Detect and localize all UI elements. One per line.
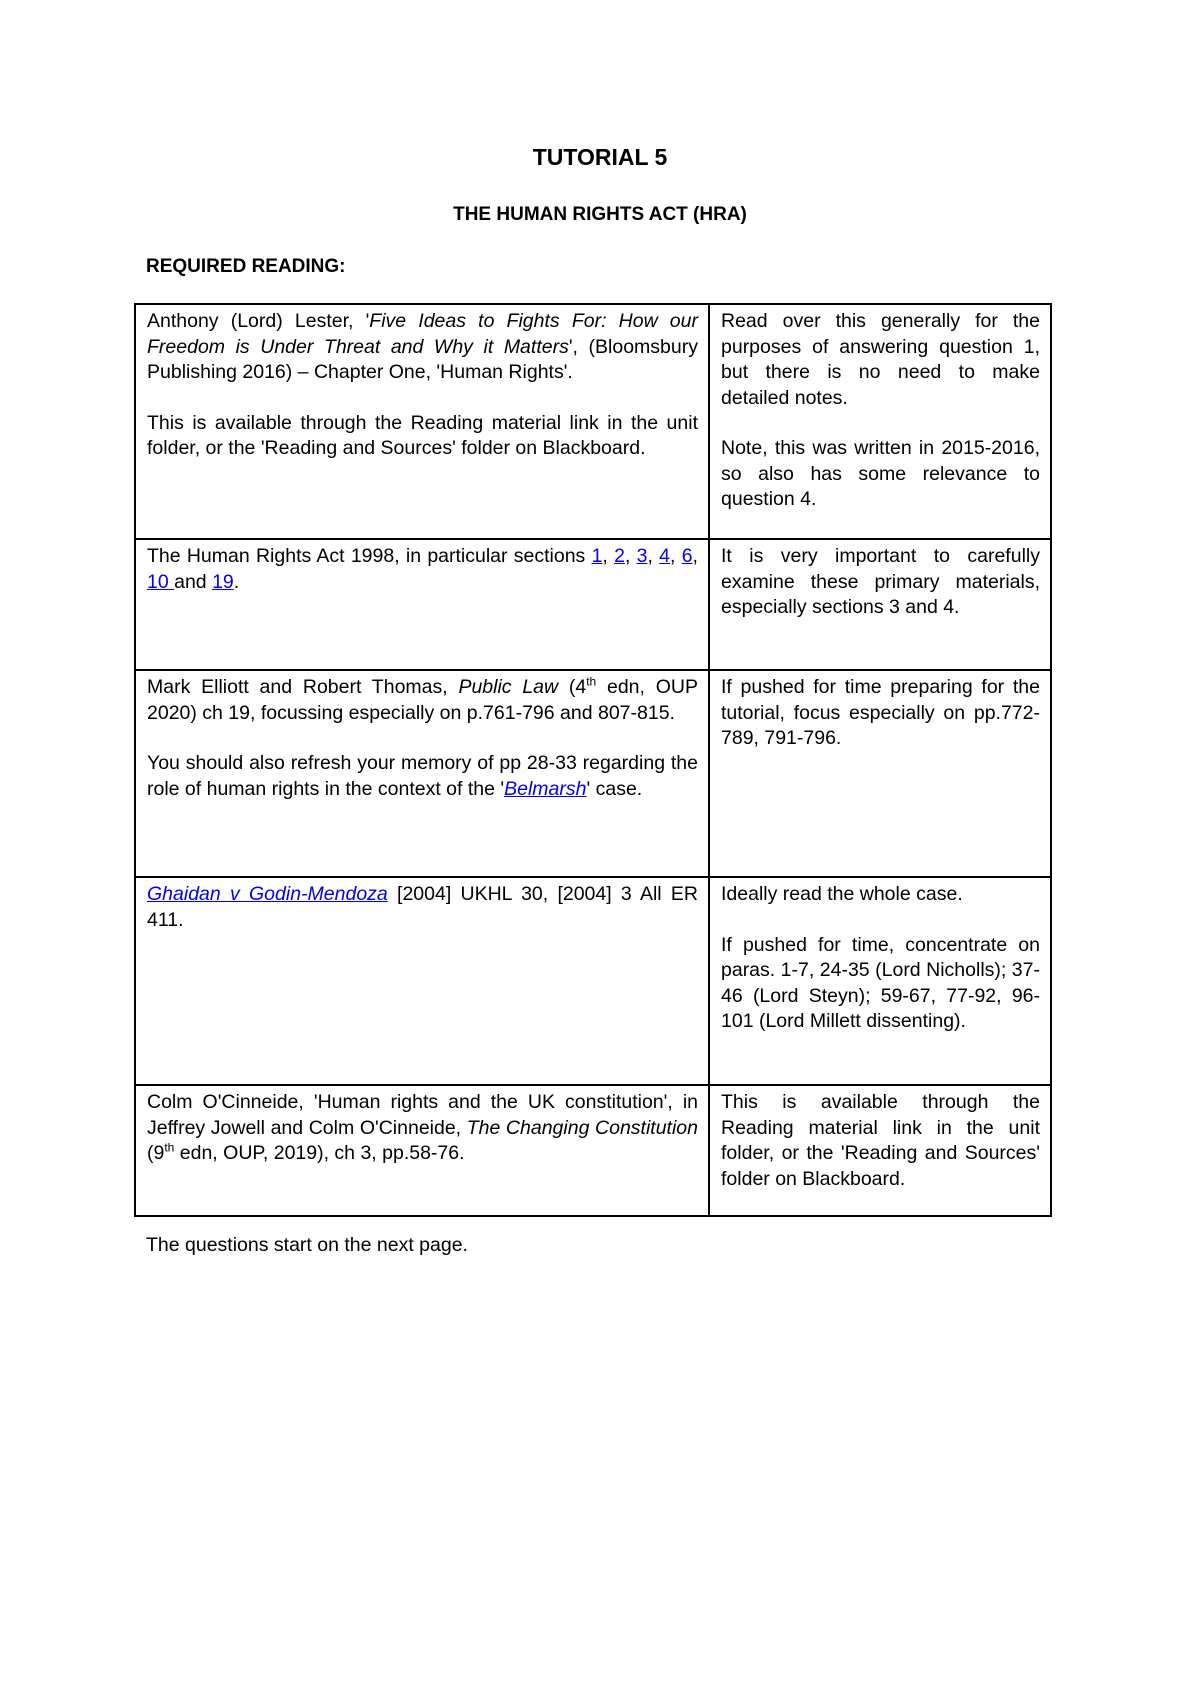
reading-citation: Ghaidan v Godin-Mendoza [2004] UKHL 30, [2004] 3 All ER 411. [147, 883, 698, 931]
reading-cell [135, 670, 709, 877]
reading-cell [135, 877, 709, 1085]
reading-cell [135, 304, 709, 539]
guidance-text: Note, this was written in 2015-2016, so also has some relevance to question 4. [721, 437, 1040, 510]
section-heading: REQUIRED READING: [146, 256, 346, 277]
guidance-cell [709, 877, 1051, 1085]
reading-citation: Anthony (Lord) Lester, 'Five Ideas to Fights For: How our Freedom is Under Threat and Why it Matters', (Bloomsbury Publishing 2016) – Chapter One, 'Human Rights'. [147, 310, 698, 383]
section-link-3[interactable]: 3 [636, 545, 648, 567]
reading-cell [135, 1085, 709, 1216]
reading-citation: Mark Elliott and Robert Thomas, Public Law (4th edn, OUP 2020) ch 19, focussing especially on p.761-796 and 807-815. [147, 674, 698, 724]
section-link-1[interactable]: 1 [591, 545, 603, 567]
table-row [135, 877, 1051, 1085]
table-row [135, 539, 1051, 670]
table-row [135, 304, 1051, 539]
belmarsh-link[interactable]: Belmarsh [504, 777, 587, 800]
page-subtitle: THE HUMAN RIGHTS ACT (HRA) [453, 204, 747, 225]
reading-citation: Colm O'Cinneide, 'Human rights and the UK constitution', in Jeffrey Jowell and Colm O'Cinneide, The Changing Constitution (9th edn, OUP, 2019), ch 3, pp.58-76. [147, 1091, 698, 1164]
reading-table [134, 303, 1052, 1217]
guidance-text: Read over this generally for the purposes of answering question 1, but there is no need to make detailed notes. [721, 310, 1040, 409]
ghaidan-case-link[interactable]: Ghaidan v Godin-Mendoza [147, 883, 388, 905]
guidance-cell [709, 670, 1051, 877]
guidance-text: This is available through the Reading material link in the unit folder, or the 'Reading and Sources' folder on Blackboard. [721, 1091, 1040, 1190]
reading-cell [135, 539, 709, 670]
table-row [135, 670, 1051, 877]
table-row [135, 1085, 1051, 1216]
guidance-cell [709, 304, 1051, 539]
reading-note: This is available through the Reading material link in the unit folder, or the 'Reading and Sources' folder on Blackboard. [147, 411, 698, 459]
section-link-19[interactable]: 19 [212, 570, 234, 593]
guidance-text: If pushed for time preparing for the tutorial, focus especially on pp.772-789, 791-796. [721, 676, 1040, 749]
guidance-text: It is very important to carefully examine these primary materials, especially sections 3 and 4. [721, 545, 1040, 618]
footer-note: The questions start on the next page. [146, 1234, 468, 1256]
section-link-6[interactable]: 6 [681, 545, 693, 567]
guidance-cell [709, 539, 1051, 670]
reading-citation: The Human Rights Act 1998, in particular sections 1, 2, 3, 4, 6, 10 and 19. [147, 545, 698, 593]
guidance-text: If pushed for time, concentrate on paras. 1-7, 24-35 (Lord Nicholls); 37-46 (Lord Steyn); 59-67, 77-92, 96-101 (Lord Millett dissenting). [721, 933, 1040, 1032]
page-title: TUTORIAL 5 [532, 144, 668, 170]
section-link-2[interactable]: 2 [614, 545, 625, 567]
section-link-4[interactable]: 4 [659, 545, 671, 567]
guidance-text: Ideally read the whole case. [721, 883, 963, 905]
section-link-10[interactable]: 10 [147, 570, 175, 593]
guidance-cell [709, 1085, 1051, 1216]
reading-note: You should also refresh your memory of pp 28-33 regarding the role of human rights in the context of the 'Belmarsh' case. [147, 752, 698, 800]
